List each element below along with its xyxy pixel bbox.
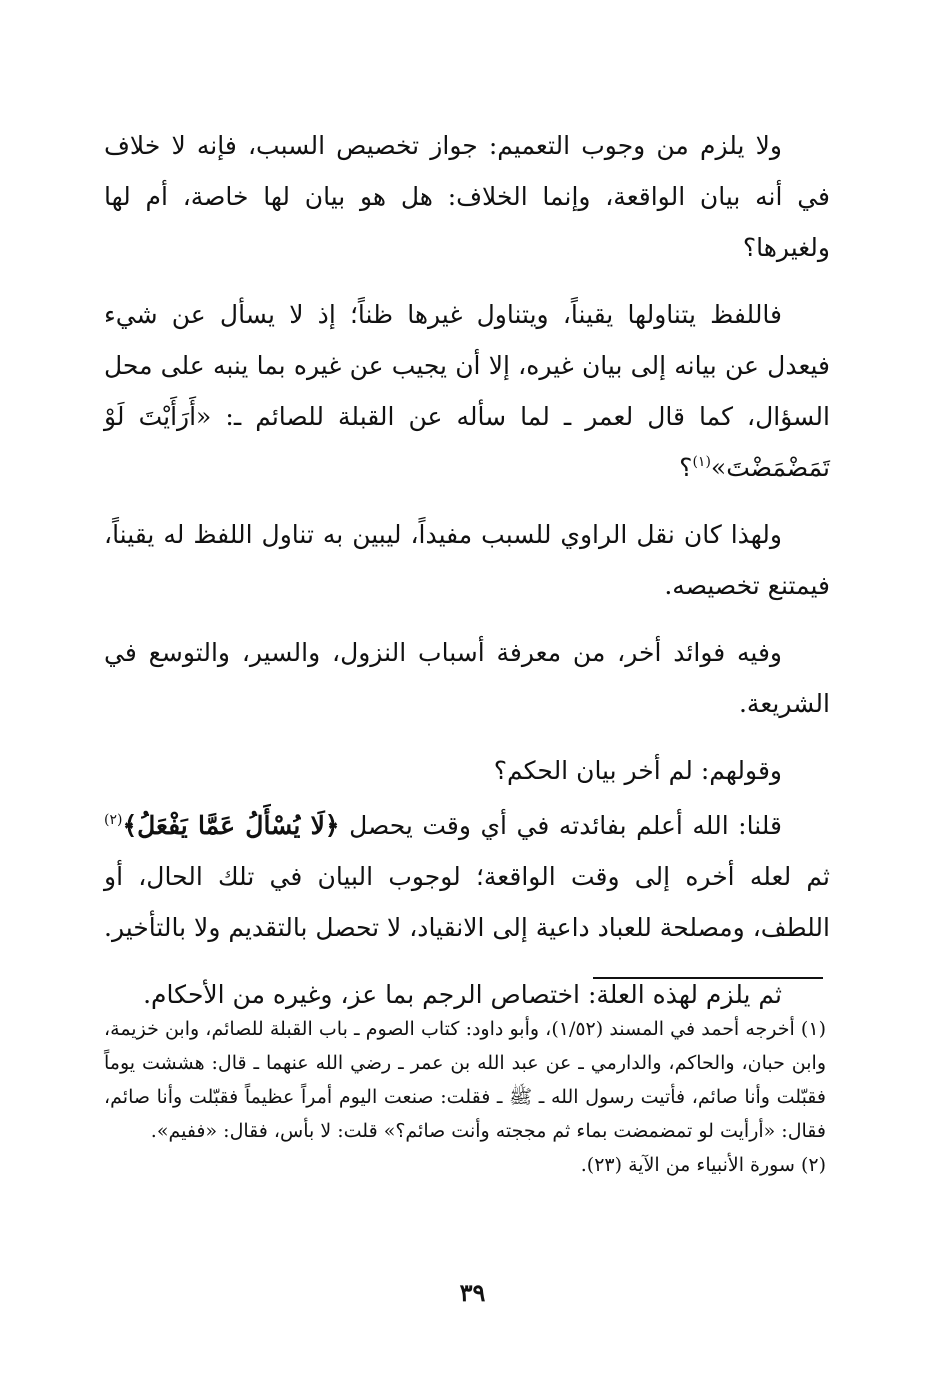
footnote-divider <box>593 977 823 979</box>
page-number: ٣٩ <box>459 1278 486 1307</box>
paragraph-2-text: فاللفظ يتناولها يقيناً، ويتناول غيرها ظناً؛ إذ لا يسأل عن شيء فيعدل عن بيانه إلى بيان غيره، إلا أن يجيب عن غيره بما ينبه على محل السؤال، كما قال لعمر ـ لما سأله عن القبلة للصائم ـ: «أَرَأَيْتَ لَوْ تَمَضْمَضْتَ» <box>104 300 830 482</box>
footnotes <box>104 1012 826 1182</box>
footnote-ref-1: (١) <box>692 454 711 470</box>
footnote-2: (٢) سورة الأنبياء من الآية (٢٣). <box>580 1154 826 1176</box>
paragraph-1-text: ولا يلزم من وجوب التعميم: جواز تخصيص السبب، فإنه لا خلاف في أنه بيان الواقعة، وإنما الخلاف: هل هو بيان لها خاصة، أم لها ولغيرها؟ <box>104 131 830 262</box>
paragraph-5-text: وقولهم: لم أخر بيان الحكم؟ <box>493 756 782 785</box>
paragraph-6-text: قلنا: الله أعلم بفائدته في أي وقت يحصل <box>349 811 782 840</box>
paragraph-2 <box>104 289 830 493</box>
paragraph-1 <box>104 120 830 273</box>
paragraph-5 <box>104 745 830 796</box>
paragraph-3-text: ولهذا كان نقل الراوي للسبب مفيداً، ليبين به تناول اللفظ له يقيناً، فيمتنع تخصيصه. <box>104 520 830 600</box>
paragraph-4 <box>104 627 830 729</box>
paragraph-6 <box>104 800 830 953</box>
footnote-1: (١) أخرجه أحمد في المسند (١/٥٢)، وأبو داود: كتاب الصوم ـ باب القبلة للصائم، وابن خزيمة، وابن حبان، والحاكم، والدارمي ـ عن عبد الله بن عمر ـ رضي الله عنهما ـ قال: هششت يوماً فقبّلت وأنا صائم، فأتيت رسول الله ـ ﷺ ـ فقلت: صنعت اليوم أمراً عظيماً فقبّلت وأنا صائم، فقال: «أرأيت لو تمضمضت بماء ثم مججته وأنت صائم؟» قلت: لا بأس، فقال: «ففيم». <box>104 1018 826 1142</box>
paragraph-2-end: ؟ <box>679 453 693 482</box>
footnote-ref-2: (٢) <box>104 812 123 828</box>
paragraph-4-text: وفيه فوائد أخر، من معرفة أسباب النزول، والسير، والتوسع في الشريعة. <box>104 638 830 718</box>
paragraph-3 <box>104 509 830 611</box>
paragraph-7-text: ثم يلزم لهذه العلة: اختصاص الرجم بما عز، وغيره من الأحكام. <box>143 980 782 1009</box>
quran-verse: ﴿لَا يُسْأَلُ عَمَّا يَفْعَلُ﴾ <box>122 811 340 840</box>
paragraph-6-continuation: ثم لعله أخره إلى وقت الواقعة؛ لوجوب البيان في تلك الحال، أو اللطف، ومصلحة للعباد داعية إلى الانقياد، لا تحصل بالتقديم ولا بالتأخير. <box>104 862 830 942</box>
main-text <box>104 120 830 1036</box>
